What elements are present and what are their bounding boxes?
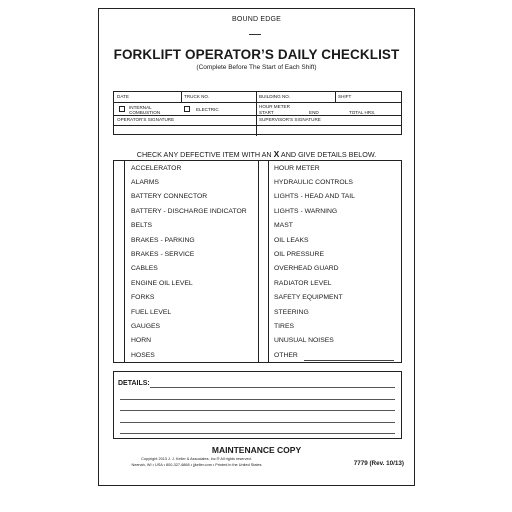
details-write-line[interactable] xyxy=(120,399,395,400)
checklist-item-right[interactable]: TIRES xyxy=(274,322,295,330)
operator-signature-label: OPERATOR’S SIGNATURE xyxy=(117,117,175,122)
checklist-item-right[interactable]: OVERHEAD GUARD xyxy=(274,265,339,273)
form-number: 7779 (Rev. 10/13) xyxy=(353,460,404,467)
checklist-item-left[interactable]: BRAKES - SERVICE xyxy=(131,250,195,258)
start-label: START xyxy=(259,110,274,115)
copy-designation: MAINTENANCE COPY xyxy=(211,445,302,455)
supervisor-signature-label: SUPERVISOR’S SIGNATURE xyxy=(259,117,321,122)
form-subtitle: (Complete Before The Start of Each Shift) xyxy=(196,64,317,71)
details-write-line[interactable] xyxy=(120,433,395,434)
column-divider xyxy=(258,161,259,362)
info-row-divider xyxy=(114,115,401,116)
info-col-divider xyxy=(181,92,182,102)
checklist-form xyxy=(98,8,415,486)
inspection-checklist xyxy=(113,160,402,363)
building-no-label: BUILDING NO. xyxy=(259,94,291,99)
details-write-line[interactable] xyxy=(150,387,395,388)
instructions xyxy=(99,149,414,159)
checklist-item-right[interactable]: OTHER xyxy=(274,351,298,359)
truck-no-label: TRUCK NO. xyxy=(184,94,210,99)
checklist-item-left[interactable]: FORKS xyxy=(131,294,155,302)
checklist-item-left[interactable]: HOSES xyxy=(131,351,155,359)
other-write-in-line[interactable] xyxy=(304,360,394,361)
info-col-divider xyxy=(256,92,257,136)
internal-combustion-checkbox[interactable] xyxy=(119,106,125,112)
checklist-item-left[interactable]: BATTERY - DISCHARGE INDICATOR xyxy=(131,207,247,215)
checklist-item-right[interactable]: LIGHTS - HEAD AND TAIL xyxy=(274,193,355,201)
checklist-item-right[interactable]: LIGHTS - WARNING xyxy=(274,207,338,215)
instructions-mark: X xyxy=(273,149,280,159)
checkbox-column-divider xyxy=(268,161,269,362)
info-col-divider xyxy=(335,92,336,102)
checklist-item-left[interactable]: ENGINE OIL LEVEL xyxy=(131,279,193,287)
checklist-item-right[interactable]: SAFETY EQUIPMENT xyxy=(274,294,343,302)
hour-meter-label: HOUR METER xyxy=(259,104,290,109)
bound-edge-label: BOUND EDGE xyxy=(231,16,282,23)
total-hrs-label: TOTAL HRS. xyxy=(349,110,376,115)
info-table xyxy=(113,91,402,135)
instructions-after: AND GIVE DETAILS BELOW. xyxy=(280,150,377,159)
details-box xyxy=(113,371,402,439)
details-write-line[interactable] xyxy=(120,422,395,423)
checklist-item-left[interactable]: ACCELERATOR xyxy=(131,164,182,172)
checkbox-column-divider xyxy=(124,161,125,362)
info-row-divider xyxy=(114,125,401,126)
checklist-item-left[interactable]: BATTERY CONNECTOR xyxy=(131,193,208,201)
checklist-item-right[interactable]: OIL PRESSURE xyxy=(274,250,324,258)
details-label: DETAILS: xyxy=(118,380,150,387)
checklist-item-right[interactable]: HYDRAULIC CONTROLS xyxy=(274,178,353,186)
checklist-item-right[interactable]: RADIATOR LEVEL xyxy=(274,279,332,287)
form-title: FORKLIFT OPERATOR’S DAILY CHECKLIST xyxy=(113,47,400,62)
checklist-item-right[interactable]: MAST xyxy=(274,222,293,230)
date-label: DATE xyxy=(117,94,129,99)
checklist-item-right[interactable]: STEERING xyxy=(274,308,309,316)
checklist-item-right[interactable]: HOUR METER xyxy=(274,164,320,172)
instructions-before: CHECK ANY DEFECTIVE ITEM WITH AN xyxy=(136,150,272,159)
electric-label: ELECTRIC xyxy=(196,107,219,112)
checklist-item-left[interactable]: BRAKES - PARKING xyxy=(131,236,195,244)
internal-combustion-label: INTERNAL COMBUSTION xyxy=(129,105,161,115)
checklist-item-left[interactable]: GAUGES xyxy=(131,322,161,330)
shift-label: SHIFT xyxy=(338,94,352,99)
checklist-item-left[interactable]: HORN xyxy=(131,337,152,345)
checklist-item-left[interactable]: CABLES xyxy=(131,265,158,273)
copyright-line: Copyright 2013 J. J. Keller & Associates, Inc.® All rights reserved. xyxy=(141,457,252,461)
electric-checkbox[interactable] xyxy=(184,106,190,112)
checklist-item-left[interactable]: ALARMS xyxy=(131,178,159,186)
address-line: Neenah, WI • USA • 800-327-6868 • jjkeller.com • Printed in the United States xyxy=(131,463,262,467)
info-row-divider xyxy=(114,102,401,103)
checklist-item-right[interactable]: OIL LEAKS xyxy=(274,236,309,244)
checklist-item-left[interactable]: BELTS xyxy=(131,222,153,230)
end-label: END xyxy=(309,110,319,115)
checklist-item-right[interactable]: UNUSUAL NOISES xyxy=(274,337,334,345)
bound-edge-mark xyxy=(249,34,261,35)
details-write-line[interactable] xyxy=(120,410,395,411)
checklist-item-left[interactable]: FUEL LEVEL xyxy=(131,308,172,316)
